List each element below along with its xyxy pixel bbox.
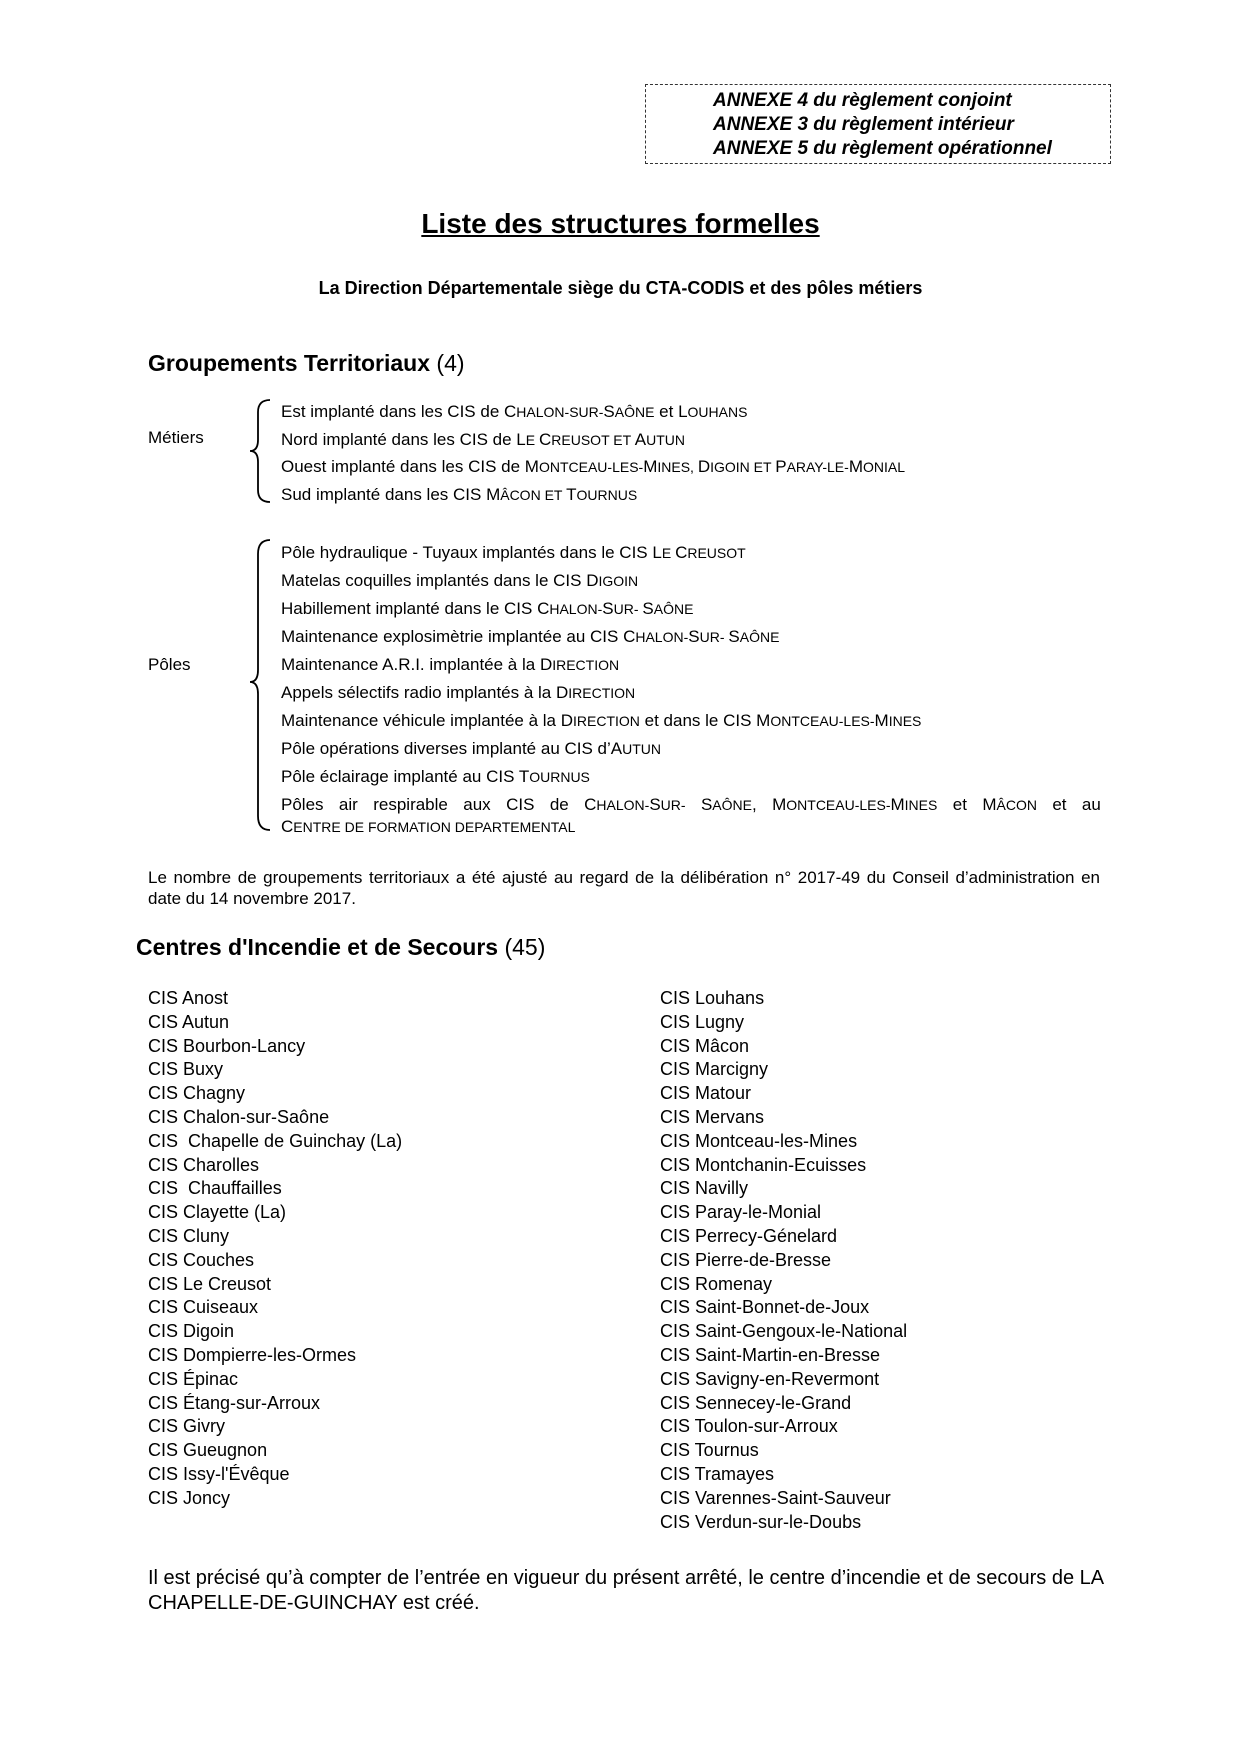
page-title: Liste des structures formelles [421,208,820,239]
cis-list-item: CIS Saint-Martin-en-Bresse [660,1344,881,1365]
footer-note: Il est précisé qu’à compter de l’entrée en vigueur du présent arrêté, le centre d’incendie et de secours de LA CHAPELLE-DE-GUINCHAY est créé. [148,1567,1104,1614]
cis-list-item: CIS Savigny-en-Revermont [660,1368,880,1389]
cis-list-item: CIS Cluny [148,1225,230,1246]
cis-list-item: CIS Tournus [660,1440,759,1461]
poles-item-air-line2: CENTRE DE FORMATION DEPARTEMENTAL [281,817,576,836]
poles-item: Maintenance A.R.I. implantée à la DIRECTION [281,655,620,674]
cis-heading [136,934,545,961]
cis-list-item: CIS Varennes-Saint-Sauveur [660,1487,891,1508]
cis-list-item: CIS Montchanin-Ecuisses [660,1154,867,1175]
cis-list-item: CIS Lugny [660,1011,745,1032]
cis-list-item: CIS Le Creusot [148,1273,272,1294]
annex-line-3: ANNEXE 5 du règlement opérationnel [713,138,1052,159]
cis-list-item: CIS Mervans [660,1106,765,1127]
cis-list-item: CIS Anost [148,988,229,1008]
cis-list-item: CIS Pierre-de-Bresse [660,1249,832,1270]
cis-list-item: CIS Toulon-sur-Arroux [660,1416,838,1437]
poles-item: Appels sélectifs radio implantés à la DIRECTION [281,683,636,702]
poles-item: Maintenance explosimètrie implantée au CIS CHALON-SUR- SAÔNE [281,627,780,646]
metiers-brace [248,398,274,504]
cis-count: (45) [504,934,546,960]
cis-list-item: CIS Marcigny [660,1059,769,1080]
poles-brace [248,538,274,834]
cis-list-item: CIS Verdun-sur-le-Doubs [660,1511,862,1532]
cis-list-item: CIS Charolles [148,1154,260,1175]
cis-list-item: CIS Saint-Bonnet-de-Joux [660,1297,870,1318]
annex-box [645,84,1111,164]
cis-list-item: CIS Mâcon [660,1035,750,1056]
cis-heading-text: Centres d'Incendie et de Secours [136,934,499,960]
cis-list-item: CIS Navilly [660,1178,749,1199]
cis-list-item: CIS Dompierre-les-Ormes [148,1344,357,1365]
cis-list-item: CIS Sennecey-le-Grand [660,1392,852,1413]
metiers-item: Sud implanté dans les CIS MÂCON ET TOURNUS [281,484,638,504]
groupements-note: Le nombre de groupements territoriaux a été ajusté au regard de la délibération n° 2017-49 du Conseil d’administration en date du 14 novembre 2017. [148,868,1100,908]
poles-item: Habillement implanté dans le CIS CHALON-SUR- SAÔNE [281,599,694,618]
cis-list-item: CIS Matour [660,1083,752,1104]
cis-list-item: CIS Cuiseaux [148,1297,259,1318]
cis-list-item: CIS Romenay [660,1273,773,1294]
poles-item: Matelas coquilles implantés dans le CIS DIGOIN [281,571,639,590]
cis-list-left [148,987,402,1511]
poles-item: Pôle hydraulique - Tuyaux implantés dans le CIS LE CREUSOT [281,543,746,562]
annex-line-2: ANNEXE 3 du règlement intérieur [713,114,1014,135]
cis-list-item: CIS Autun [148,1011,230,1032]
poles-item: Pôle éclairage implanté au CIS TOURNUS [281,767,590,786]
cis-list-item: CIS Joncy [148,1487,231,1508]
metiers-label: Métiers [148,428,204,447]
groupements-heading-text: Groupements Territoriaux [148,350,431,376]
cis-list-item: CIS Bourbon-Lancy [148,1035,306,1056]
cis-list-item: CIS Épinac [148,1368,239,1389]
cis-list-item: CIS Buxy [148,1059,224,1080]
cis-list-item: CIS Chalon-sur-Saône [148,1106,330,1127]
cis-list-item: CIS Paray-le-Monial [660,1202,822,1223]
annex-line-1: ANNEXE 4 du règlement conjoint [713,90,1012,111]
cis-list-item: CIS Couches [148,1249,255,1270]
cis-list-item: CIS Étang-sur-Arroux [148,1392,321,1413]
poles-item: Maintenance véhicule implantée à la DIRECTION et dans le CIS MONTCEAU-LES-MINES [281,711,922,730]
cis-list-item: CIS Louhans [660,988,765,1008]
groupements-count: (4) [436,350,465,376]
cis-list-item: CIS Chapelle de Guinchay (La) [148,1130,403,1151]
poles-label: Pôles [148,655,191,674]
cis-list-item: CIS Clayette (La) [148,1202,287,1223]
metiers-item: Ouest implanté dans les CIS de MONTCEAU-LES-MINES, DIGOIN ET PARAY-LE-MONIAL [281,457,905,476]
metiers-item: Est implanté dans les CIS de CHALON-SUR-SAÔNE et LOUHANS [281,402,748,421]
cis-list-item: CIS Digoin [148,1321,235,1342]
cis-list-item: CIS Tramayes [660,1463,775,1484]
cis-list-item: CIS Montceau-les-Mines [660,1130,858,1151]
cis-list-item: CIS Givry [148,1416,226,1437]
cis-list-item: CIS Chauffailles [148,1178,282,1199]
metiers-item: Nord implanté dans les CIS de LE CREUSOT ET AUTUN [281,429,686,449]
page-subtitle: La Direction Départementale siège du CTA-CODIS et des pôles métiers [318,278,923,298]
cis-list-item: CIS Issy-l'Évêque [148,1463,290,1484]
cis-list-item: CIS Saint-Gengoux-le-National [660,1321,908,1342]
poles-item-air-line1: Pôles air respirable aux CIS de CHALON-SUR- SAÔNE, MONTCEAU-LES-MINES et MÂCON et au [281,795,1101,814]
cis-list-item: CIS Gueugnon [148,1440,268,1461]
cis-list-item: CIS Chagny [148,1083,246,1104]
cis-list-right [660,987,907,1534]
poles-item: Pôle opérations diverses implanté au CIS d’AUTUN [281,739,662,758]
groupements-heading [148,350,465,377]
cis-list-item: CIS Perrecy-Génelard [660,1225,838,1246]
